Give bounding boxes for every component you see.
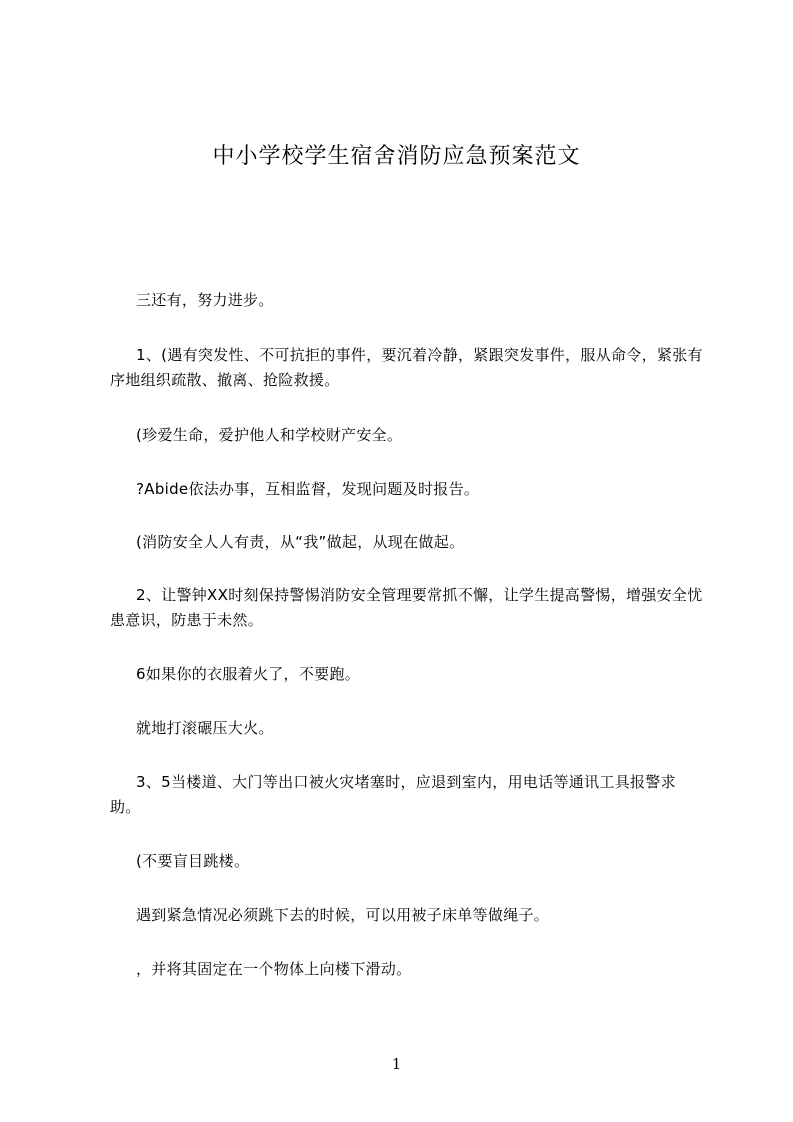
document-title: 中小学校学生宿舍消防应急预案范文 bbox=[212, 144, 581, 169]
paragraph: ?Abide依法办事，互相监督，发现问题及时报告。 bbox=[136, 480, 480, 498]
page-number: 1 bbox=[391, 1055, 402, 1073]
paragraph: 6如果你的衣服着火了，不要跑。 bbox=[136, 665, 361, 683]
paragraph: 就地打滚碾压大火。 bbox=[136, 719, 274, 737]
paragraph: 遇到紧急情况必须跳下去的时候，可以用被子床单等做绳子。 bbox=[136, 906, 550, 924]
paragraph: (珍爱生命，爱护他人和学校财产安全。 bbox=[136, 426, 403, 444]
paragraph: 三还有，努力进步。 bbox=[136, 291, 274, 309]
paragraph: (消防安全人人有责，从“我”做起，从现在做起。 bbox=[136, 533, 465, 551]
paragraph: 3、5当楼道、大门等出口被火灾堵塞时，应退到室内，用电话等通讯工具报警求助。 bbox=[110, 773, 676, 816]
paragraph: ，并将其固定在一个物体上向楼下滑动。 bbox=[136, 960, 412, 978]
paragraph: (不要盲目跳楼。 bbox=[136, 852, 250, 870]
paragraph: 1、(遇有突发性、不可抗拒的事件，要沉着冷静，紧跟突发事件，服从命令，紧张有序地组织疏散、撤离、抢险救援。 bbox=[110, 346, 703, 389]
paragraph: 2、让警钟XX时刻保持警惕消防安全管理要常抓不懈，让学生提高警惕，增强安全忧患意识，防患于未然。 bbox=[110, 586, 703, 629]
